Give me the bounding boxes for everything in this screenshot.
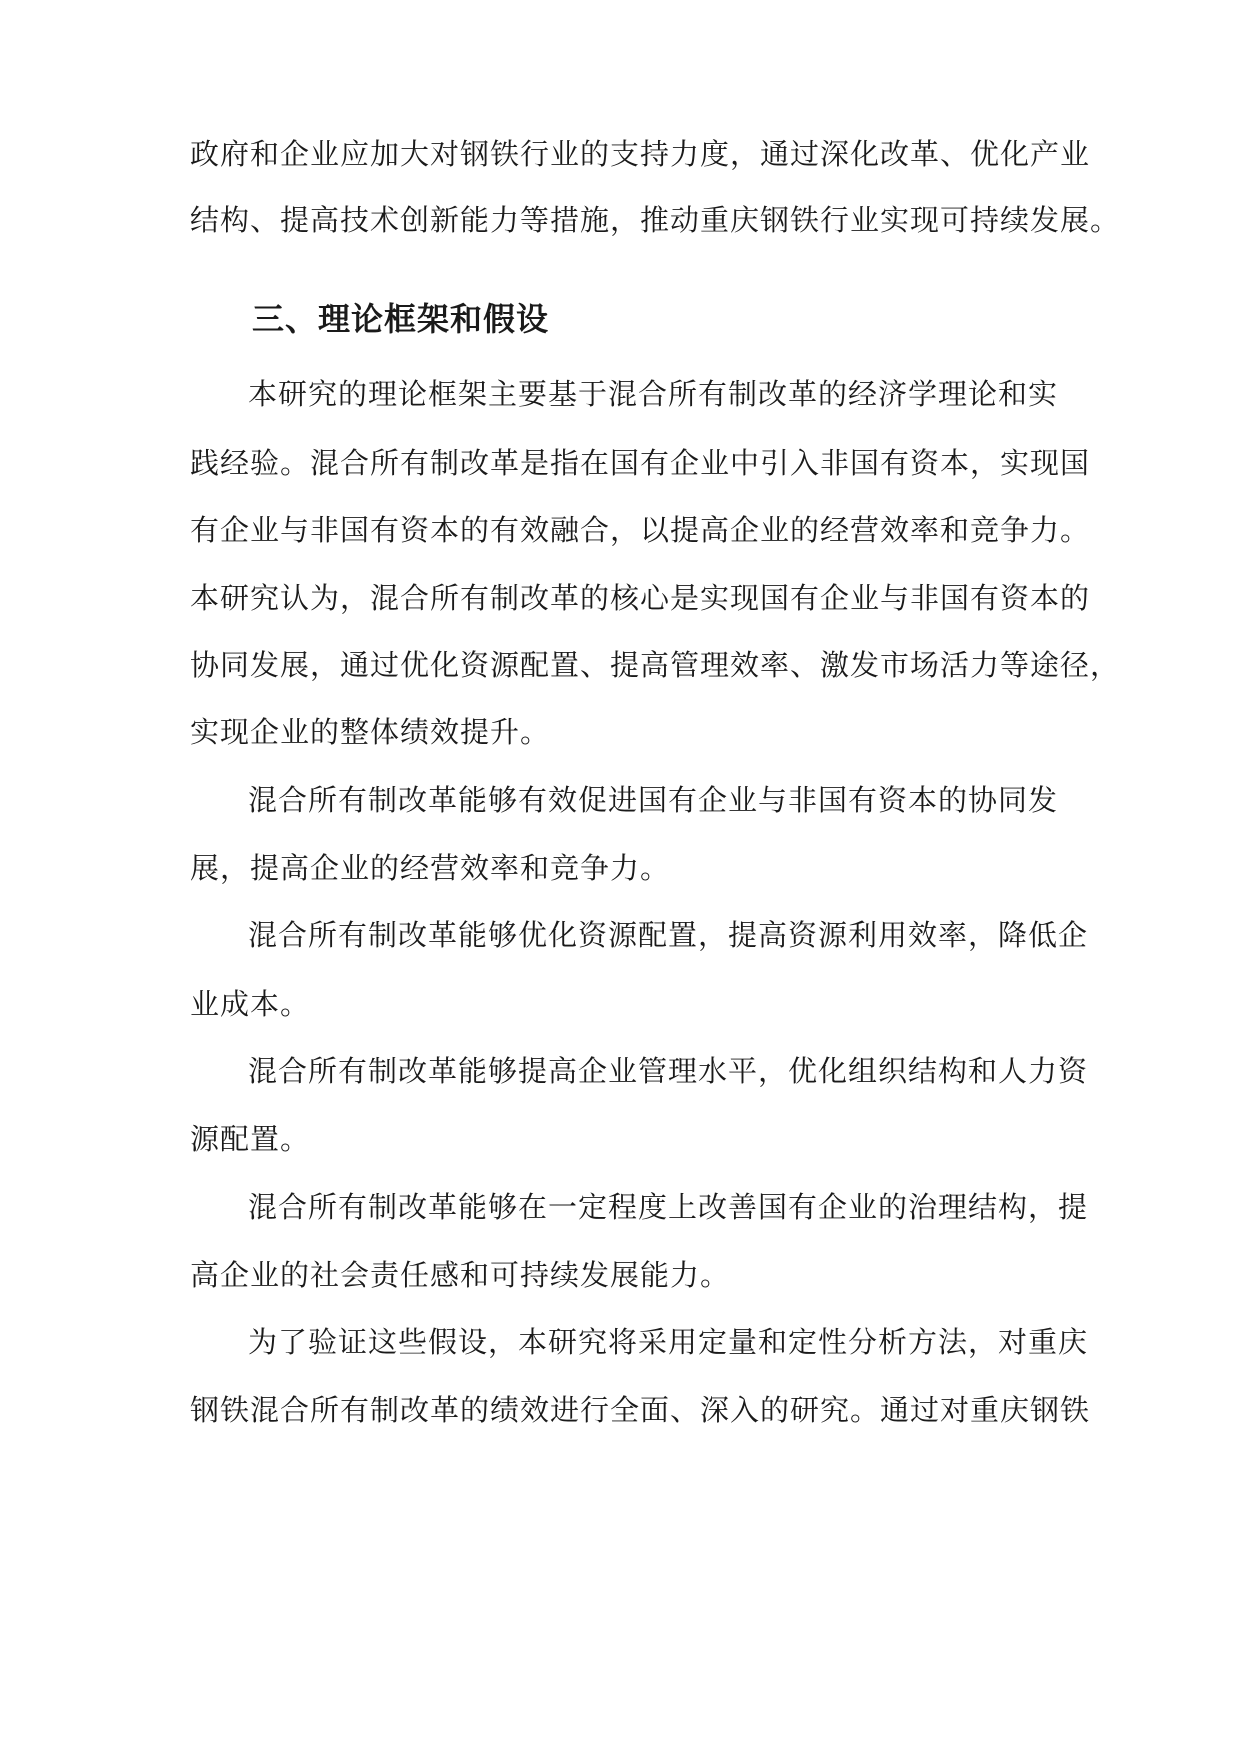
body-text-line: 展，提高企业的经营效率和竞争力。 — [190, 851, 671, 885]
body-text-line: 源配置。 — [190, 1122, 311, 1156]
body-text-line: 钢铁混合所有制改革的绩效进行全面、深入的研究。通过对重庆钢铁 — [190, 1393, 1091, 1427]
body-text-line: 协同发展，通过优化资源配置、提高管理效率、激发市场活力等途径， — [190, 648, 1121, 682]
body-text-line: 实现企业的整体绩效提升。 — [190, 715, 551, 749]
body-text-line: 混合所有制改革能够提高企业管理水平，优化组织结构和人力资 — [248, 1054, 1089, 1088]
body-text-line: 有企业与非国有资本的有效融合，以提高企业的经营效率和竞争力。 — [190, 513, 1091, 547]
body-text-line: 混合所有制改革能够在一定程度上改善国有企业的治理结构，提 — [248, 1190, 1089, 1224]
body-text-line: 本研究认为，混合所有制改革的核心是实现国有企业与非国有资本的 — [190, 581, 1091, 615]
body-text-line: 结构、提高技术创新能力等措施，推动重庆钢铁行业实现可持续发展。 — [190, 203, 1121, 237]
section-heading: 三、理论框架和假设 — [252, 300, 550, 338]
body-text-line: 政府和企业应加大对钢铁行业的支持力度，通过深化改革、优化产业 — [190, 137, 1091, 171]
body-text-line: 混合所有制改革能够有效促进国有企业与非国有资本的协同发 — [248, 783, 1059, 817]
body-text-line: 为了验证这些假设，本研究将采用定量和定性分析方法，对重庆 — [248, 1325, 1089, 1359]
body-text-line: 高企业的社会责任感和可持续发展能力。 — [190, 1258, 731, 1292]
body-text-line: 混合所有制改革能够优化资源配置，提高资源利用效率，降低企 — [248, 918, 1089, 952]
body-text-line: 践经验。混合所有制改革是指在国有企业中引入非国有资本，实现国 — [190, 446, 1091, 480]
body-text-line: 业成本。 — [190, 987, 311, 1021]
body-text-line: 本研究的理论框架主要基于混合所有制改革的经济学理论和实 — [248, 377, 1059, 411]
